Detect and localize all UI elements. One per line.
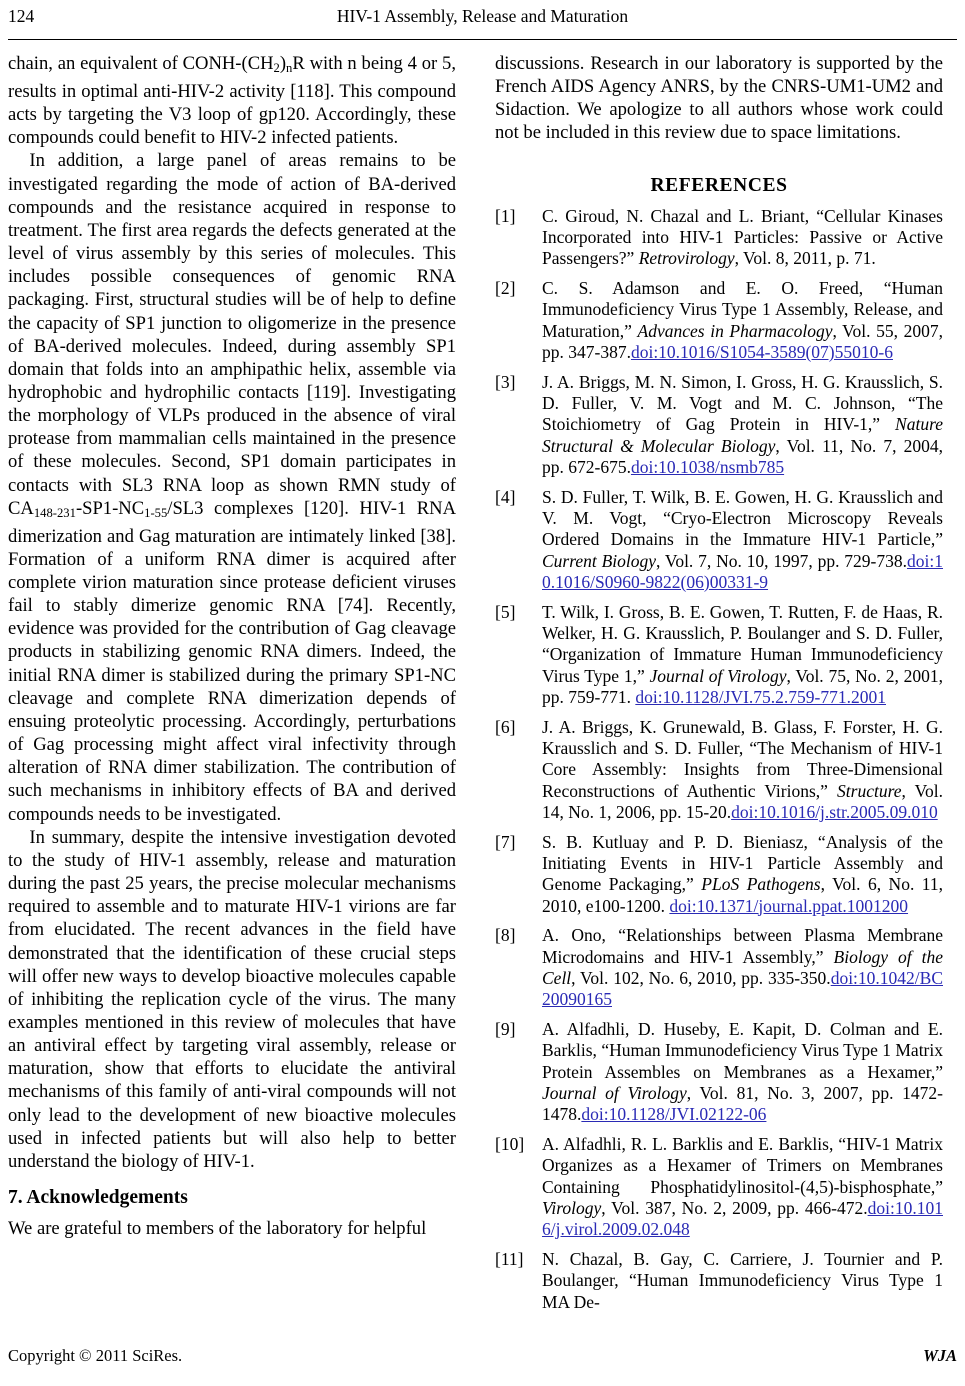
- journal-abbreviation: WJA: [923, 1346, 957, 1365]
- reference-text: [542, 1134, 943, 1239]
- reference-number: [8]: [495, 925, 516, 946]
- left-paragraph-1: chain, an equivalent of CONH-$(CH_2)_nR$ with n being 4 or 5, results in optimal anti-HIV-2 activity [118]. This compound acts by targeting the V3 loop of gp120. Accordingly, these compounds could benefit to HIV-2 infected patients.: [8, 53, 457, 149]
- reference-details: , Vol. 75, No. 2, 2001, pp. 759-771.: [542, 665, 943, 707]
- reference-details: , Vol. 6, No. 11, 2010, e100-1200.: [542, 874, 944, 916]
- reference-journal: Biology of the Cell: [542, 946, 944, 988]
- reference-number: [2]: [495, 278, 516, 299]
- page-number: 124: [8, 6, 35, 26]
- acknowledgements-paragraph: We are grateful to members of the laboratory for helpful: [8, 1218, 427, 1240]
- reference-authors: A. Alfadhli, R. L. Barklis and E. Barklis,: [542, 1134, 839, 1154]
- reference-item: [495, 487, 943, 593]
- reference-authors: S. B. Kutluay and P. D. Bieniasz,: [542, 831, 818, 852]
- reference-authors: S. D. Fuller, T. Wilk, B. E. Gowen, H. G. Krausslich and V. M. Vogt,: [542, 486, 943, 528]
- reference-journal: PLoS Pathogens: [701, 874, 821, 895]
- doi-link[interactable]: doi:10.1371/journal.ppat.1001200: [669, 895, 909, 916]
- reference-text: [542, 832, 943, 916]
- reference-title: “Organization of Immature Human Immunodeficiency Virus Type 1,”: [542, 644, 943, 686]
- reference-text: [542, 602, 943, 707]
- reference-text: [542, 925, 943, 1009]
- reference-item: [495, 925, 943, 1010]
- reference-details: , Vol. 102, No. 6, 2010, pp. 335-350.: [571, 967, 831, 988]
- reference-title: “Human Immunodeficiency Virus Type 1 Matrix Protein Assembles on Membranes as a Hexamer,”: [542, 1040, 943, 1082]
- reference-authors: A. Ono,: [542, 925, 619, 946]
- reference-journal: Retrovirology: [638, 248, 735, 269]
- reference-title: “Cryo-Electron Microscopy Reveals Ordered Domains in the Immature HIV-1 Particle,”: [542, 507, 943, 550]
- doi-link[interactable]: doi:10.1016/j.virol.2009.02.048: [542, 1197, 943, 1240]
- header-rule: [8, 39, 957, 40]
- acknowledgements-continued: discussions. Research in our laboratory is supported by the French AIDS Agency ANRS, by the CNRS-UM1-UM2 and Sidaction. We apologize to all authors whose work could not be included in this review due to space limitations.: [495, 53, 943, 144]
- reference-number: [11]: [495, 1248, 524, 1269]
- reference-text: [542, 1019, 943, 1124]
- reference-item: [495, 602, 943, 708]
- left-paragraph-3: In summary, despite the intensive investigation devoted to the study of HIV-1 assembly, release and maturation during the past 25 years, the precise molecular mechanisms required to assemble and to maturate HIV-1 virions are far from elucidated. The recent advances in the field have demonstrated that the identification of these crucial steps will offer new ways to develop bioactive molecules capable of inhibiting the replication cycle of the virus. The many examples mentioned in this review of molecules that have an antiviral effect by targeting viral assembly, release or maturation, show that efforts to elucidate the antiviral mechanisms of this family of anti-viral compounds will not only lead to the development of new bioactive molecules used in infected patients but will also help to better understand the biology of HIV-1.: [8, 826, 456, 1172]
- reference-journal: Nature Structural & Molecular Biology: [542, 414, 943, 456]
- reference-item: [495, 717, 943, 823]
- reference-number: [4]: [495, 486, 516, 507]
- reference-authors: N. Chazal, B. Gay, C. Carriere, J. Tournier and P. Boulanger,: [542, 1248, 943, 1291]
- doi-link[interactable]: doi:10.1016/S0960-9822(06)00331-9: [542, 550, 943, 592]
- reference-title: “Human Immunodeficiency Virus Type 1 MA De-: [542, 1270, 943, 1312]
- left-column: [8, 52, 456, 1240]
- reference-item: [495, 1249, 943, 1313]
- doi-link[interactable]: doi:10.1038/nsmb785: [630, 456, 785, 477]
- reference-text: [542, 372, 943, 477]
- page-footer: [8, 1346, 957, 1368]
- reference-number: [7]: [495, 831, 516, 852]
- reference-authors: C. S. Adamson and E. O. Freed,: [542, 278, 884, 299]
- reference-authors: A. Alfadhli, D. Huseby, E. Kapit, D. Colman and E. Barklis,: [542, 1019, 943, 1061]
- doi-link[interactable]: doi:10.1128/JVI.02122-06: [581, 1104, 767, 1125]
- reference-title: “Relationships between Plasma Membrane Microdomains and HIV-1 Assembly,”: [542, 925, 943, 967]
- reference-authors: J. A. Briggs, K. Grunewald, B. Glass, F. Forster, H. G. Krausslich and S. D. Fuller,: [542, 716, 943, 758]
- reference-details: , Vol. 387, No. 2, 2009, pp. 466-472.: [601, 1197, 868, 1218]
- reference-journal: Journal of Virology: [649, 665, 787, 686]
- reference-item: [495, 832, 943, 917]
- reference-details: , Vol. 81, No. 3, 2007, pp. 1472-1478.: [542, 1082, 943, 1125]
- reference-journal: Virology: [542, 1197, 602, 1218]
- reference-authors: C. Giroud, N. Chazal and L. Briant,: [542, 205, 817, 226]
- reference-text: [542, 717, 943, 822]
- reference-details: , Vol. 55, 2007, pp. 347-387.: [542, 320, 943, 362]
- left-paragraph-2: In addition, a large panel of areas remains to be investigated regarding the mode of action of BA-derived compounds and the resistance acquired in response to treatment. The first area regards the defects generated at the level of virus assembly by this series of molecules. This includes possible consequences of genomic RNA packaging. First, structural studies will be of help to define the capacity of SP1 junction to oligomerize in the presence of BA-derived molecules. Indeed, during assembly SP1 domain that folds into an amphipathic helix, assemble via hydrophobic and hydrophilic contacts [119]. Investigating the morphology of VLPs produced in the absence of viral protease from mammalian cells maintained in the presence of these molecules. Second, SP1 domain participates in contacts with SL3 RNA loop as shown RMN study of $CA_{148-231}-SP1-NC_{1-55}/SL3$ complexes [120]. HIV-1 RNA dimerization and Gag maturation are intimately linked [38]. Formation of a uniform RNA dimer is acquired after complete virion maturation since protease deficient viruses fail to stably dimerize genomic RNA [74]. Recently, evidence was provided for the contribution of Gag cleavage products in stabilizing genomic RNA dimers. Indeed, the initial RNA dimer is stabilized during the primary SP1-NC cleavage and complete RNA dimerization depends of ensuing proteolytic processing. Accordingly, perturbations of Gag processing might affect viral infectivity through alteration of RNA dimer stabilization. The contribution of such mechanisms in inhibitory effects of BA and derived compounds needs to be investigated.: [8, 150, 456, 825]
- references-list: [495, 206, 943, 1313]
- reference-item: [495, 278, 943, 363]
- reference-details: , Vol. 14, No. 1, 2006, pp. 15-20.: [542, 780, 944, 822]
- reference-text: [542, 487, 943, 592]
- reference-item: [495, 206, 943, 270]
- acknowledgements-heading: 7. Acknowledgements: [8, 1187, 188, 1209]
- reference-item: [495, 372, 943, 478]
- reference-journal: Structure: [837, 780, 902, 801]
- reference-authors: J. A. Briggs, M. N. Simon, I. Gross, H. G. Krausslich, S. D. Fuller, V. M. Vogt and M. C. Johnson,: [542, 371, 943, 413]
- reference-details: , Vol. 7, No. 10, 1997, pp. 729-738.: [656, 550, 908, 571]
- reference-details: , Vol. 8, 2011, p. 71.: [734, 248, 876, 269]
- doi-link[interactable]: doi:10.1042/BC20090165: [542, 967, 943, 1010]
- reference-authors: T. Wilk, I. Gross, B. E. Gowen, T. Rutten, F. de Haas, R. Welker, H. G. Krausslich, P. Boulanger and S. D. Fuller,: [542, 601, 943, 643]
- body-columns: [8, 52, 957, 1312]
- reference-number: [5]: [495, 601, 516, 622]
- doi-link[interactable]: doi:10.1016/j.str.2005.09.010: [731, 801, 938, 822]
- reference-journal: Current Biology: [542, 550, 657, 571]
- reference-title: “Analysis of the Initiating Events in HIV-1 Particle Assembly and Genome Packaging,”: [542, 831, 943, 895]
- reference-journal: Journal of Virology: [542, 1082, 687, 1103]
- reference-item: [495, 1019, 943, 1125]
- reference-title: “The Mechanism of HIV-1 Core Assembly: Insights from Three-Dimensional Reconstructions of Authentic Virions,”: [542, 737, 943, 801]
- reference-journal: Advances in Pharmacology: [637, 320, 833, 341]
- running-head: [8, 6, 957, 32]
- references-heading: REFERENCES: [650, 174, 788, 196]
- reference-title: “Cellular Kinases Incorporated into HIV-1 Particles: Passive or Active Passengers?”: [542, 205, 943, 269]
- right-column: [495, 52, 943, 1321]
- copyright-notice: Copyright © 2011 SciRes.: [8, 1346, 183, 1365]
- reference-number: [3]: [495, 371, 516, 392]
- doi-link[interactable]: doi:10.1016/S1054-3589(07)55010-6: [630, 341, 893, 362]
- reference-number: [9]: [495, 1019, 516, 1040]
- doi-link[interactable]: doi:10.1128/JVI.75.2.759-771.2001: [635, 686, 886, 707]
- reference-number: [1]: [495, 205, 516, 226]
- reference-number: [10]: [495, 1134, 525, 1154]
- reference-title: “Human Immunodeficiency Virus Type 1 Assembly, Release, and Maturation,”: [542, 278, 943, 341]
- reference-title: “The Stoichiometry of Gag Protein in HIV-1,”: [542, 393, 943, 435]
- reference-text: [542, 206, 943, 269]
- reference-details: , Vol. 11, No. 7, 2004, pp. 672-675.: [542, 435, 943, 477]
- running-title: HIV-1 Assembly, Release and Maturation: [336, 6, 629, 26]
- reference-text: [542, 278, 943, 362]
- reference-number: [6]: [495, 716, 516, 737]
- reference-title: “HIV-1 Matrix Organizes as a Hexamer of Trimers on Membranes Containing Phosphatidylinositol-(4,5)-bisphosphate,”: [542, 1134, 943, 1197]
- reference-item: [495, 1134, 943, 1240]
- reference-text: [542, 1249, 943, 1312]
